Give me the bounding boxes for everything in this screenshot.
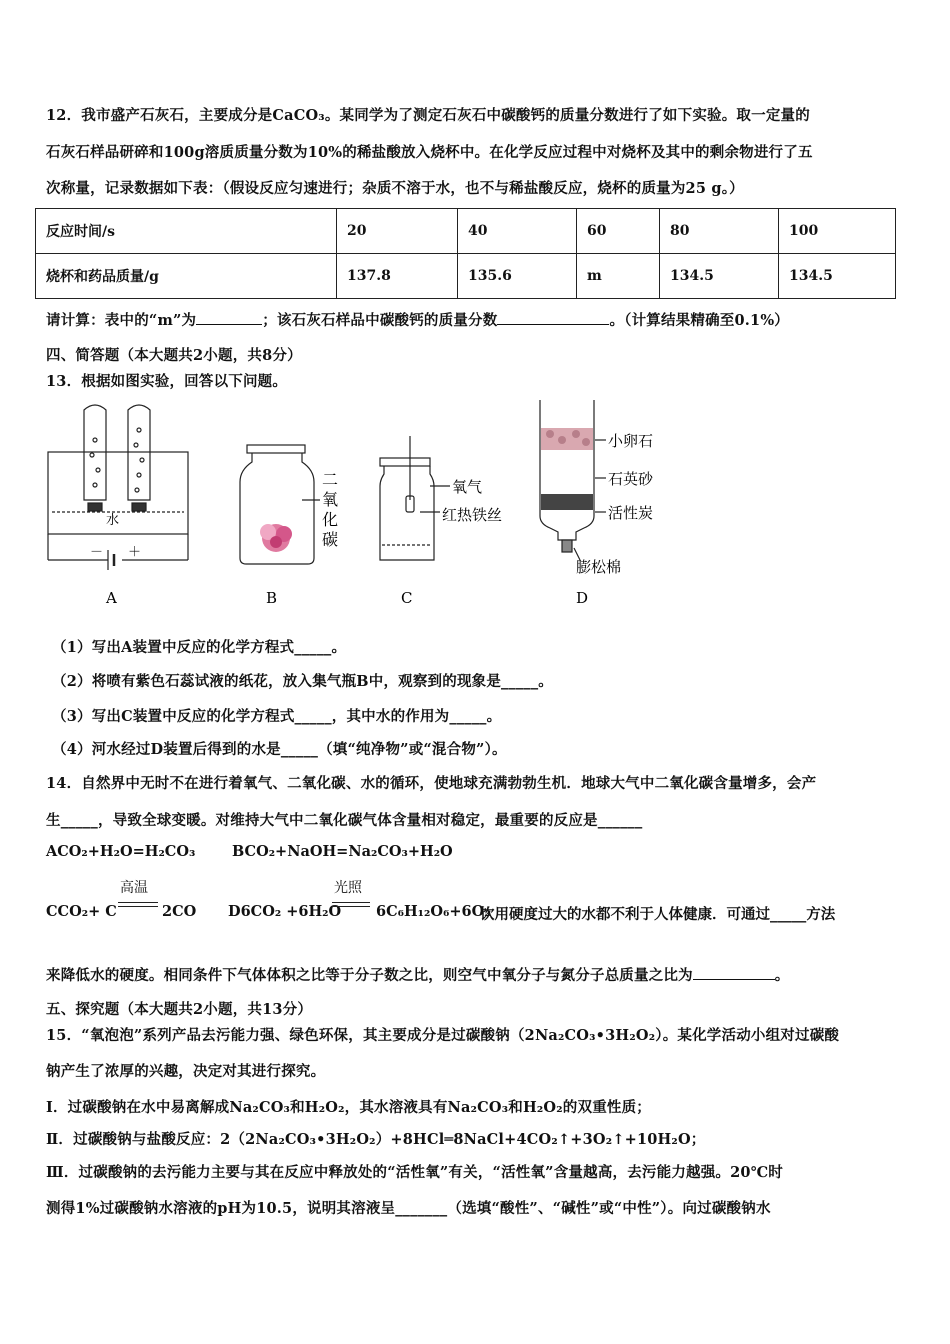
- table-cell: 反应时间/s: [36, 209, 337, 254]
- q14-option-b: BCO₂+NaOH=Na₂CO₃+H₂O: [232, 843, 453, 860]
- equals-bar: [118, 902, 158, 903]
- q12-line-3: 次称量，记录数据如下表：（假设反应匀速进行；杂质不溶于水，也不与稀盐酸反应，烧杯的质量为25 g。）: [46, 180, 744, 197]
- table-cell: 20: [337, 209, 458, 254]
- q14-hardness-text: 饮用硬度过大的水都不利于人体健康．可通过_____方法: [480, 906, 836, 923]
- figure-label-d: D: [576, 589, 589, 607]
- plus-label: ＋: [128, 545, 142, 560]
- q15-info-1: Ⅰ．过碳酸钠在水中易离解成Na₂CO₃和H₂O₂，其水溶液具有Na₂CO₃和H₂O₂的双重性质；: [46, 1099, 651, 1116]
- d-layer-label: 活性炭: [608, 504, 654, 522]
- flower-icon: [260, 524, 292, 552]
- figure-label-a: A: [106, 589, 117, 607]
- q14-option-c-left: CCO₂+ C: [46, 903, 117, 920]
- q12-ask-part-c: 。（计算结果精确至0.1%）: [609, 312, 789, 329]
- equals-bar: [118, 906, 158, 907]
- q13-sub-1: （1）写出A装置中反应的化学方程式_____。: [52, 639, 347, 656]
- q14-option-a: ACO₂+H₂O=H₂CO₃: [46, 843, 196, 860]
- c-wire-label: 红热铁丝: [442, 506, 503, 524]
- q13-title: 13．根据如图实验，回答以下问题。: [46, 373, 288, 390]
- figure-label-c: C: [401, 589, 413, 607]
- table-cell: 烧杯和药品质量/g: [36, 254, 337, 299]
- q15-line-2: 钠产生了浓厚的兴趣，决定对其进行探究。: [46, 1063, 326, 1080]
- apparatus-a: [48, 405, 188, 570]
- d-layer-label: 小卵石: [608, 432, 654, 450]
- q13-figure: [40, 400, 680, 615]
- q15-info-2: Ⅱ．过碳酸钠与盐酸反应：2（2Na₂CO₃•3H₂O₂）+8HCl═8NaCl+4CO₂↑+3O₂↑+10H₂O；: [46, 1131, 706, 1148]
- table-cell: 80: [660, 209, 779, 254]
- b-gas-char: 二: [322, 470, 339, 489]
- carbon-layer: [541, 494, 593, 510]
- q14-line-4-end: 。: [774, 967, 790, 984]
- q14-line-1: 14．自然界中无时不在进行着氧气、二氧化碳、水的循环，使地球充满勃勃生机．地球大气中二氧化碳含量增多，会产: [46, 775, 817, 792]
- answer-blank[interactable]: [196, 310, 262, 325]
- b-gas-char: 氧: [322, 490, 339, 509]
- q12-ask: [46, 309, 789, 330]
- table-cell: 100: [779, 209, 896, 254]
- q14-line-4: [46, 964, 790, 985]
- q13-sub-3: （3）写出C装置中反应的化学方程式_____，其中水的作用为_____。: [52, 708, 502, 725]
- q14-line-2: 生_____，导致全球变暖。对维持大气中二氧化碳气体含量相对稳定，最重要的反应是______: [46, 812, 643, 829]
- q13-sub-4: （4）河水经过D装置后得到的水是_____（填“纯净物”或“混合物”）。: [52, 741, 507, 758]
- figure-label-b: B: [266, 589, 278, 607]
- table-row: [36, 209, 896, 254]
- q15-line-1: 15．“氧泡泡”系列产品去污能力强、绿色环保，其主要成分是过碳酸钠（2Na₂CO₃•3H₂O₂）。某化学活动小组对过碳酸: [46, 1027, 840, 1044]
- table-row: [36, 254, 896, 299]
- data-table: [35, 208, 896, 299]
- table-cell: 60: [577, 209, 660, 254]
- section-4-heading: 四、简答题（本大题共2小题，共8分）: [46, 347, 302, 364]
- answer-blank[interactable]: [693, 965, 775, 980]
- table-cell: 137.8: [337, 254, 458, 299]
- minus-label: －: [90, 545, 104, 560]
- q14-option-c-right: 2CO: [162, 903, 197, 920]
- b-gas-char: 化: [322, 510, 339, 529]
- q12-ask-part-a: 请计算：表中的“m”为: [46, 312, 197, 329]
- table-cell: 134.5: [779, 254, 896, 299]
- table-cell: 40: [458, 209, 577, 254]
- section-5-heading: 五、探究题（本大题共2小题，共13分）: [46, 1001, 313, 1018]
- equals-bar: [332, 906, 370, 907]
- d-layer-label: 石英砂: [608, 470, 654, 488]
- apparatus-c: [380, 436, 450, 560]
- c-oxygen-label: 氧气: [452, 478, 483, 496]
- q13-sub-2: （2）将喷有紫色石蕊试液的纸花，放入集气瓶B中，观察到的现象是_____。: [52, 673, 553, 690]
- water-label: 水: [106, 513, 120, 528]
- table-cell: m: [577, 254, 660, 299]
- q14-option-d-right: 6C₆H₁₂O₆+6O₂: [376, 903, 491, 920]
- q14-option-d-left: D6CO₂ +6H₂O: [228, 903, 342, 920]
- apparatus-d: [540, 400, 606, 560]
- q14-line-4-text: 来降低水的硬度。相同条件下气体体积之比等于分子数之比，则空气中氧分子与氮分子总质量之比为: [46, 967, 693, 984]
- table-cell: 135.6: [458, 254, 577, 299]
- q12-line-2: 石灰石样品研碎和100g溶质质量分数为10%的稀盐酸放入烧杯中。在化学反应过程中对烧杯及其中的剩余物进行了五: [46, 144, 813, 161]
- d-layer-label: 膨松棉: [576, 558, 622, 576]
- q12-ask-part-b: ；该石灰石样品中碳酸钙的质量分数: [262, 312, 498, 329]
- q15-info-3a: Ⅲ．过碳酸钠的去污能力主要与其在反应中释放处的“活性氧”有关，“活性氧”含量越高，去污能力越强。20℃时: [46, 1164, 783, 1181]
- q12-line-1: 12．我市盛产石灰石，主要成分是CaCO₃。某同学为了测定石灰石中碳酸钙的质量分数进行了如下实验。取一定量的: [46, 107, 810, 124]
- q15-info-3b: 测得1%过碳酸钠水溶液的pH为10.5，说明其溶液呈_______（选填“酸性”、“碱性”或“中性”）。向过碳酸钠水: [46, 1200, 771, 1217]
- equals-bar: [332, 902, 370, 903]
- condition-light: 光照: [334, 880, 362, 896]
- answer-blank[interactable]: [497, 310, 609, 325]
- table-cell: 134.5: [660, 254, 779, 299]
- condition-high-temp: 高温: [120, 880, 148, 896]
- b-gas-char: 碳: [322, 530, 339, 549]
